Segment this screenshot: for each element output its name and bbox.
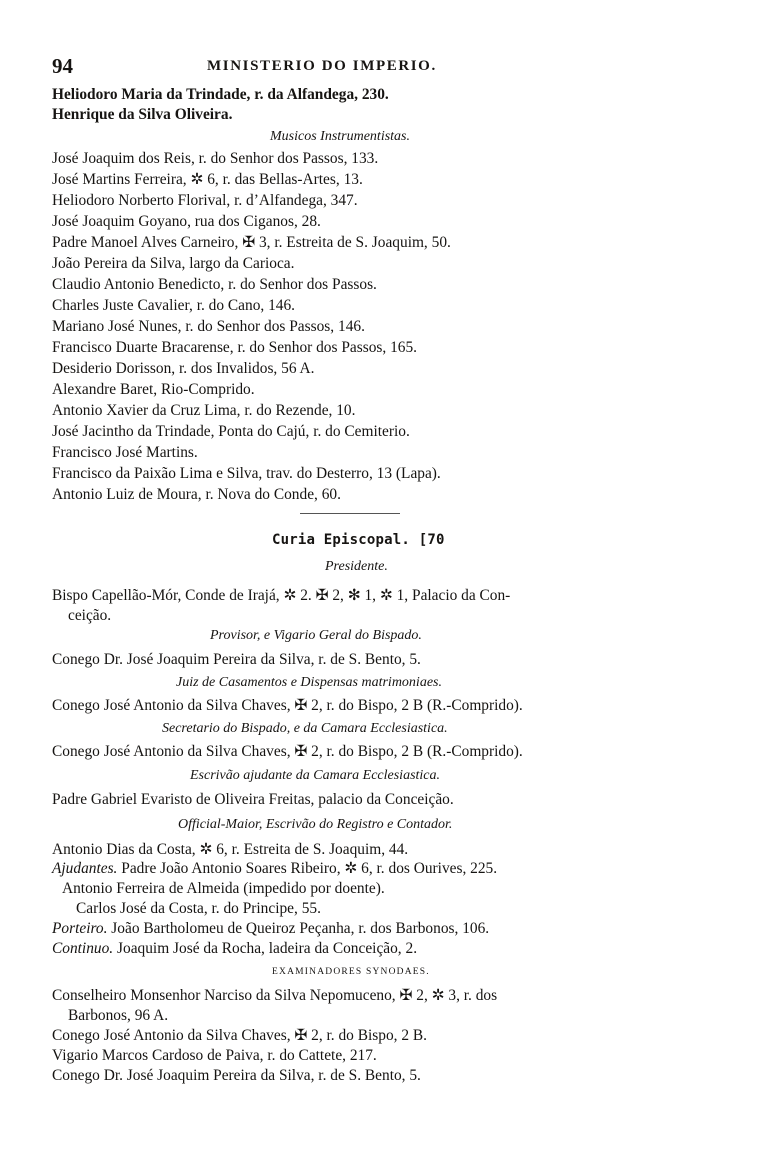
porteiro-text: João Bartholomeu de Queiroz Peçanha, r. dos Barbonos, 106. [111,920,490,937]
musician-entry: Francisco José Martins. [52,444,198,461]
escrivao-entry: Padre Gabriel Evaristo de Oliveira Freitas, palacio da Conceição. [52,791,454,808]
section-heading-musicos: Musicos Instrumentistas. [270,129,410,144]
secretario-entry: Conego José Antonio da Silva Chaves, ✠ 2, r. do Bispo, 2 B (R.-Comprido). [52,743,523,760]
musician-entry: Desiderio Dorisson, r. dos Invalidos, 56 A. [52,360,315,377]
ajudantes-entry [52,859,497,879]
bispo-entry: Bispo Capellão-Mór, Conde de Irajá, ✲ 2. ✠ 2, ✻ 1, ✲ 1, Palacio da Con- [52,587,511,604]
examinador-entry: Conselheiro Monsenhor Narciso da Silva Nepomuceno, ✠ 2, ✲ 3, r. dos [52,987,498,1004]
continuo-text: Joaquim José da Rocha, ladeira da Conceição, 2. [117,940,418,957]
musician-entry: Charles Juste Cavalier, r. do Cano, 146. [52,297,296,314]
porteiro-label: Porteiro. [52,920,108,937]
ajudantes-label: Ajudantes. [52,860,118,877]
musician-entry: Padre Manoel Alves Carneiro, ✠ 3, r. Estreita de S. Joaquim, 50. [52,234,451,251]
curia-title: Curia Episcopal. [70 [272,532,445,548]
musician-entry: José Joaquim Goyano, rua dos Ciganos, 28. [52,213,321,230]
official-entry: Antonio Dias da Costa, ✲ 6, r. Estreita de S. Joaquim, 44. [52,841,409,858]
escrivao-heading: Escrivão ajudante da Camara Ecclesiastica. [190,768,441,783]
continuo-entry [52,939,417,959]
musician-entry: Heliodoro Norberto Florival, r. d’Alfandega, 347. [52,192,358,209]
page-number: 94 [52,54,73,78]
examinadores-heading: EXAMINADORES SYNODAES. [272,967,430,977]
bispo-entry-cont: ceição. [68,607,112,624]
examinador-entry-cont: Barbonos, 96 A. [68,1007,169,1024]
musician-entry: José Jacintho da Trindade, Ponta do Cajú, r. do Cemiterio. [52,423,410,440]
porteiro-entry [52,919,489,939]
ajudante-entry: Antonio Ferreira de Almeida (impedido por doente). [62,880,385,897]
musician-entry: Francisco da Paixão Lima e Silva, trav. do Desterro, 13 (Lapa). [52,465,441,482]
examinador-entry: Vigario Marcos Cardoso de Paiva, r. do Cattete, 217. [52,1047,377,1064]
provisor-entry: Conego Dr. José Joaquim Pereira da Silva, r. de S. Bento, 5. [52,651,421,668]
continuo-label: Continuo. [52,940,114,957]
musician-entry: Francisco Duarte Bracarense, r. do Senhor dos Passos, 165. [52,339,418,356]
juiz-entry: Conego José Antonio da Silva Chaves, ✠ 2, r. do Bispo, 2 B (R.-Comprido). [52,697,523,714]
ajudante-entry: Carlos José da Costa, r. do Principe, 55. [76,900,321,917]
examinador-entry: Conego Dr. José Joaquim Pereira da Silva, r. de S. Bento, 5. [52,1067,421,1084]
page-header [52,54,522,80]
musician-entry: Claudio Antonio Benedicto, r. do Senhor dos Passos. [52,276,377,293]
running-title: MINISTERIO DO IMPERIO. [207,58,437,74]
musician-entry: Alexandre Baret, Rio-Comprido. [52,381,255,398]
musician-entry: João Pereira da Silva, largo da Carioca. [52,255,295,272]
musician-entry: José Joaquim dos Reis, r. do Senhor dos Passos, 133. [52,150,379,167]
entry-line: Henrique da Silva Oliveira. [52,106,233,123]
official-heading: Official-Maior, Escrivão do Registro e Contador. [178,817,453,832]
juiz-heading: Juiz de Casamentos e Dispensas matrimoniaes. [176,675,442,690]
musician-entry: Mariano José Nunes, r. do Senhor dos Passos, 146. [52,318,365,335]
ajudantes-text: Padre João Antonio Soares Ribeiro, ✲ 6, r. dos Ourives, 225. [121,860,498,877]
musician-entry: José Martins Ferreira, ✲ 6, r. das Bellas-Artes, 13. [52,171,363,188]
secretario-heading: Secretario do Bispado, e da Camara Ecclesiastica. [162,721,448,736]
provisor-heading: Provisor, e Vigario Geral do Bispado. [210,628,422,643]
musician-entry: Antonio Xavier da Cruz Lima, r. do Rezende, 10. [52,402,356,419]
entry-line: Heliodoro Maria da Trindade, r. da Alfandega, 230. [52,86,389,103]
section-divider [300,513,400,514]
presidente-heading: Presidente. [325,559,388,574]
examinador-entry: Conego José Antonio da Silva Chaves, ✠ 2, r. do Bispo, 2 B. [52,1027,428,1044]
musician-entry: Antonio Luiz de Moura, r. Nova do Conde, 60. [52,486,341,503]
